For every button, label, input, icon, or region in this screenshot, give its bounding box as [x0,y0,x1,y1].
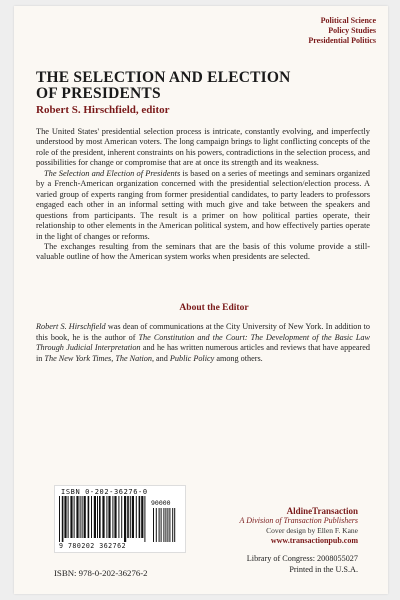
barcode-bar [94,496,96,538]
barcode-bar [124,496,126,542]
barcode-bar [141,496,143,538]
bio-text-1: was dean of communications at the City University of New York. In addition to this book, he is the author of [36,322,370,342]
bio-text-4: , and [151,353,170,363]
publisher-division: A Division of Transaction Publishers [239,516,358,525]
publisher-url: www.transactionpub.com [270,536,358,545]
back-cover [14,6,388,594]
publisher-name: AldineTransaction [286,506,358,516]
barcode-bar [68,496,69,538]
bio-text-5: among others. [214,353,263,363]
barcode-bar [165,508,166,542]
barcode-bar [62,496,64,542]
barcode-bar [159,508,160,542]
book-title-line-1: THE SELECTION AND ELECTION [36,69,291,86]
bio-editor-name: Robert S. Hirschfield [36,322,106,331]
barcode-ean-digits: 9 780202 362762 [59,542,127,550]
barcode-bar [84,496,86,538]
barcode-price-code: 90000 [151,499,171,507]
bio-publication-public-policy: Public Policy [169,353,215,363]
barcode-bar [127,496,129,538]
printed-in-label: Printed in the U.S.A. [289,564,358,574]
library-info [247,554,358,575]
barcode-bar [118,496,119,538]
bio-text-2: and he has written numerous articles and reviews that have appeared in [36,343,370,363]
book-title [36,70,376,102]
barcode-bar [76,496,78,538]
editor-bio [36,322,370,364]
bio-publication-nation: The Nation [115,353,152,363]
description-paragraph-3: The exchanges resulting from the seminars that are the basis of this volume provide a still-valuable outline of how the American system works when presidents are selected. [36,241,370,262]
subject-presidential-politics: Presidential Politics [308,36,376,45]
barcode-bar [112,496,113,538]
barcode-bar [174,508,175,542]
barcode-bar [144,496,145,542]
book-title-line-2: OF PRESIDENTS [36,85,161,102]
barcode-bar [106,496,107,538]
barcode-bar [172,508,173,542]
barcode-bar [102,496,104,538]
barcode-bar [163,508,164,542]
barcode-bar [130,496,131,538]
subject-policy-studies: Policy Studies [328,26,376,35]
subject-categories [308,16,376,46]
barcode-bar [153,508,154,542]
description-paragraph-2-text: is based on a series of meetings and seminars organized by a French-American organization concerned with the presidential selection/election process. A varied group of experts ranging from former presidential candidates, to party leaders to professors engaged each other in an informal setting with much give and take between the speakers and questions from participants. The result is a primer on how political parties operate, their relationship to other elements in the American political system, and how effectively parties operate in the light of changes or reforms. [36,168,370,241]
barcode-bar [121,496,122,538]
barcode-bar [139,496,141,538]
barcode-bar [136,496,137,538]
description [36,127,370,263]
barcode-bar [70,496,72,538]
barcode-bar [132,496,134,538]
library-of-congress-number: Library of Congress: 2008055027 [246,554,358,563]
editor-credit: Robert S. Hirschfield, editor [36,104,170,116]
barcode-bar [80,496,81,538]
barcode-bar [167,508,168,542]
barcode [54,485,186,553]
barcode-bar [156,508,157,542]
description-paragraph-2 [36,169,370,242]
description-paragraph-1: The United States' presidential selection process is intricate, constantly evolving, and imperfectly understood by most American voters. The long campaign brings to light conflicting concepts of the role of the president, inherent constraints on his powers, contradictions in the selection process, and possibilities for change or compromise that are at once its strength and its weakness. [36,127,370,168]
barcode-bar [91,496,92,538]
cover-design-credit: Cover design by Ellen F. Kane [266,526,358,535]
barcode-bar [64,496,66,538]
publisher-block [239,506,358,546]
barcode-bar [99,496,101,538]
barcode-bar [88,496,90,538]
book-title-italic: The Selection and Election of Presidents [44,168,181,178]
barcode-bar [97,496,98,538]
bio-text-3: , [111,353,116,363]
barcode-bar [59,496,60,542]
isbn-number: ISBN: 978-0-202-36276-2 [54,568,148,578]
barcode-bar [82,496,83,538]
bio-book-title: The Constitution and the Court: The Development of the Basic Law Through Judicial Interpretation [36,332,370,353]
bio-publication-nyt: The New York Times [44,353,112,363]
barcode-bar [108,496,110,538]
barcode-isbn-label: ISBN 0-202-36276-0 [61,488,148,496]
about-editor-heading: About the Editor [179,303,249,313]
barcode-bar [169,508,170,542]
barcode-bar [161,508,162,542]
barcode-bar [74,496,75,538]
barcode-bars [59,496,149,542]
subject-political-science: Political Science [320,16,376,25]
barcode-addon-bars [153,508,179,542]
barcode-bar [114,496,116,538]
